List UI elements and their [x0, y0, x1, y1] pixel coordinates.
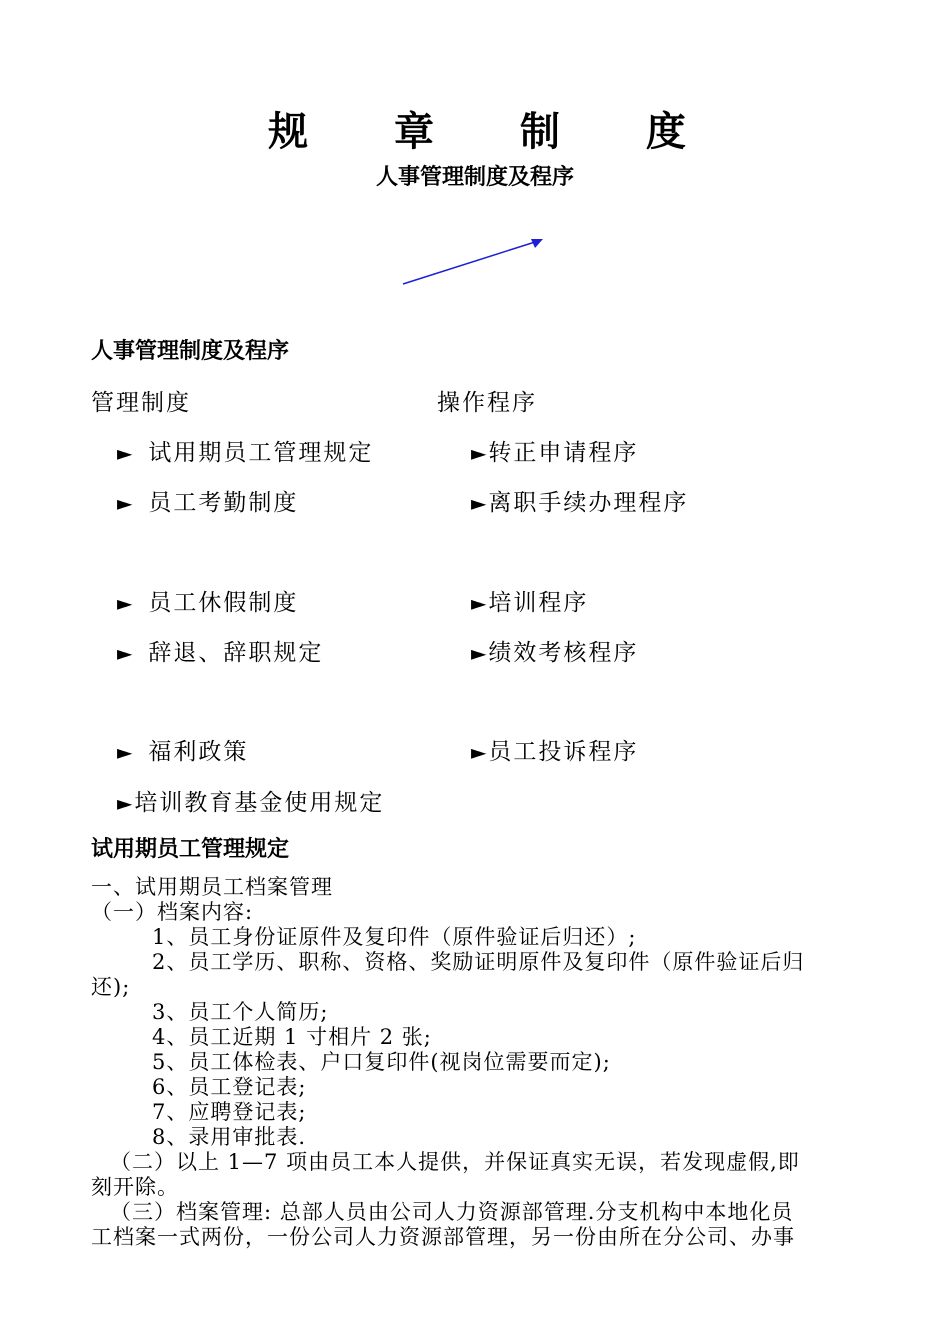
section-line: （一）档案内容:: [91, 900, 254, 924]
toc-heading: 人事管理制度及程序: [91, 339, 290, 364]
section-line: 3、员工个人简历;: [152, 1000, 329, 1024]
section-line: 7、应聘登记表;: [152, 1100, 307, 1124]
bullet-triangle-icon: ►: [471, 441, 489, 465]
bullet-triangle-icon: ►: [471, 491, 489, 515]
regulation-label: 员工考勤制度: [148, 490, 299, 516]
regulation-item: [117, 784, 384, 817]
regulation-label: 试用期员工管理规定: [148, 440, 374, 466]
page-subtitle: 人事管理制度及程序: [375, 165, 574, 190]
regulation-label: 福利政策: [148, 739, 249, 765]
section-line: 还);: [91, 975, 131, 999]
regulation-item: [117, 584, 298, 617]
bullet-triangle-icon: ►: [471, 591, 489, 615]
regulation-item: [117, 733, 248, 766]
section-line: （二）以上 1—7 项由员工本人提供，并保证真实无误，若发现虚假,即: [110, 1150, 800, 1174]
section-heading: 试用期员工管理规定: [91, 837, 290, 862]
procedure-label: 绩效考核程序: [488, 640, 639, 666]
section-line: 8、录用审批表.: [152, 1125, 307, 1149]
procedure-label: 培训程序: [488, 590, 589, 616]
section-line: 2、员工学历、职称、资格、奖励证明原件及复印件（原件验证后归: [152, 950, 805, 974]
page-title: 规 章 制 度: [268, 109, 722, 155]
section-line: 工档案一式两份，一份公司人力资源部管理，另一份由所在分公司、办事: [91, 1225, 795, 1249]
bullet-triangle-icon: ►: [117, 641, 135, 665]
procedure-item: [471, 434, 638, 467]
section-line: 1、员工身份证原件及复印件（原件验证后归还）;: [152, 925, 637, 949]
procedure-label: 员工投诉程序: [488, 739, 639, 765]
regulation-label: 辞退、辞职规定: [148, 640, 324, 666]
section-line: 6、员工登记表;: [152, 1075, 307, 1099]
section-line: 4、员工近期 1 寸相片 2 张;: [152, 1025, 432, 1049]
procedure-label: 转正申请程序: [488, 440, 639, 466]
section-line: 5、员工体检表、户口复印件(视岗位需要而定);: [152, 1050, 611, 1074]
procedure-item: [471, 634, 638, 667]
regulation-item: [117, 634, 323, 667]
regulation-label: 员工休假制度: [148, 590, 299, 616]
regulation-label: 培训教育基金使用规定: [134, 790, 385, 816]
regulation-item: [117, 484, 298, 517]
decorative-arrow-icon: [395, 230, 555, 290]
section-line: 一、试用期员工档案管理: [91, 875, 333, 899]
section-line: （三）档案管理: 总部人员由公司人力资源部管理.分支机构中本地化员: [110, 1200, 794, 1224]
bullet-triangle-icon: ►: [117, 591, 135, 615]
section-line: 刻开除。: [91, 1175, 179, 1199]
procedure-item: [471, 584, 588, 617]
procedures-column-title: 操作程序: [437, 390, 537, 416]
procedure-item: [471, 733, 638, 766]
regulations-column-title: 管理制度: [91, 390, 191, 416]
bullet-triangle-icon: ►: [117, 791, 135, 815]
bullet-triangle-icon: ►: [117, 491, 135, 515]
bullet-triangle-icon: ►: [471, 641, 489, 665]
bullet-triangle-icon: ►: [117, 740, 135, 764]
regulation-item: [117, 434, 373, 467]
procedure-item: [471, 484, 688, 517]
bullet-triangle-icon: ►: [471, 740, 489, 764]
bullet-triangle-icon: ►: [117, 441, 135, 465]
procedure-label: 离职手续办理程序: [488, 490, 689, 516]
